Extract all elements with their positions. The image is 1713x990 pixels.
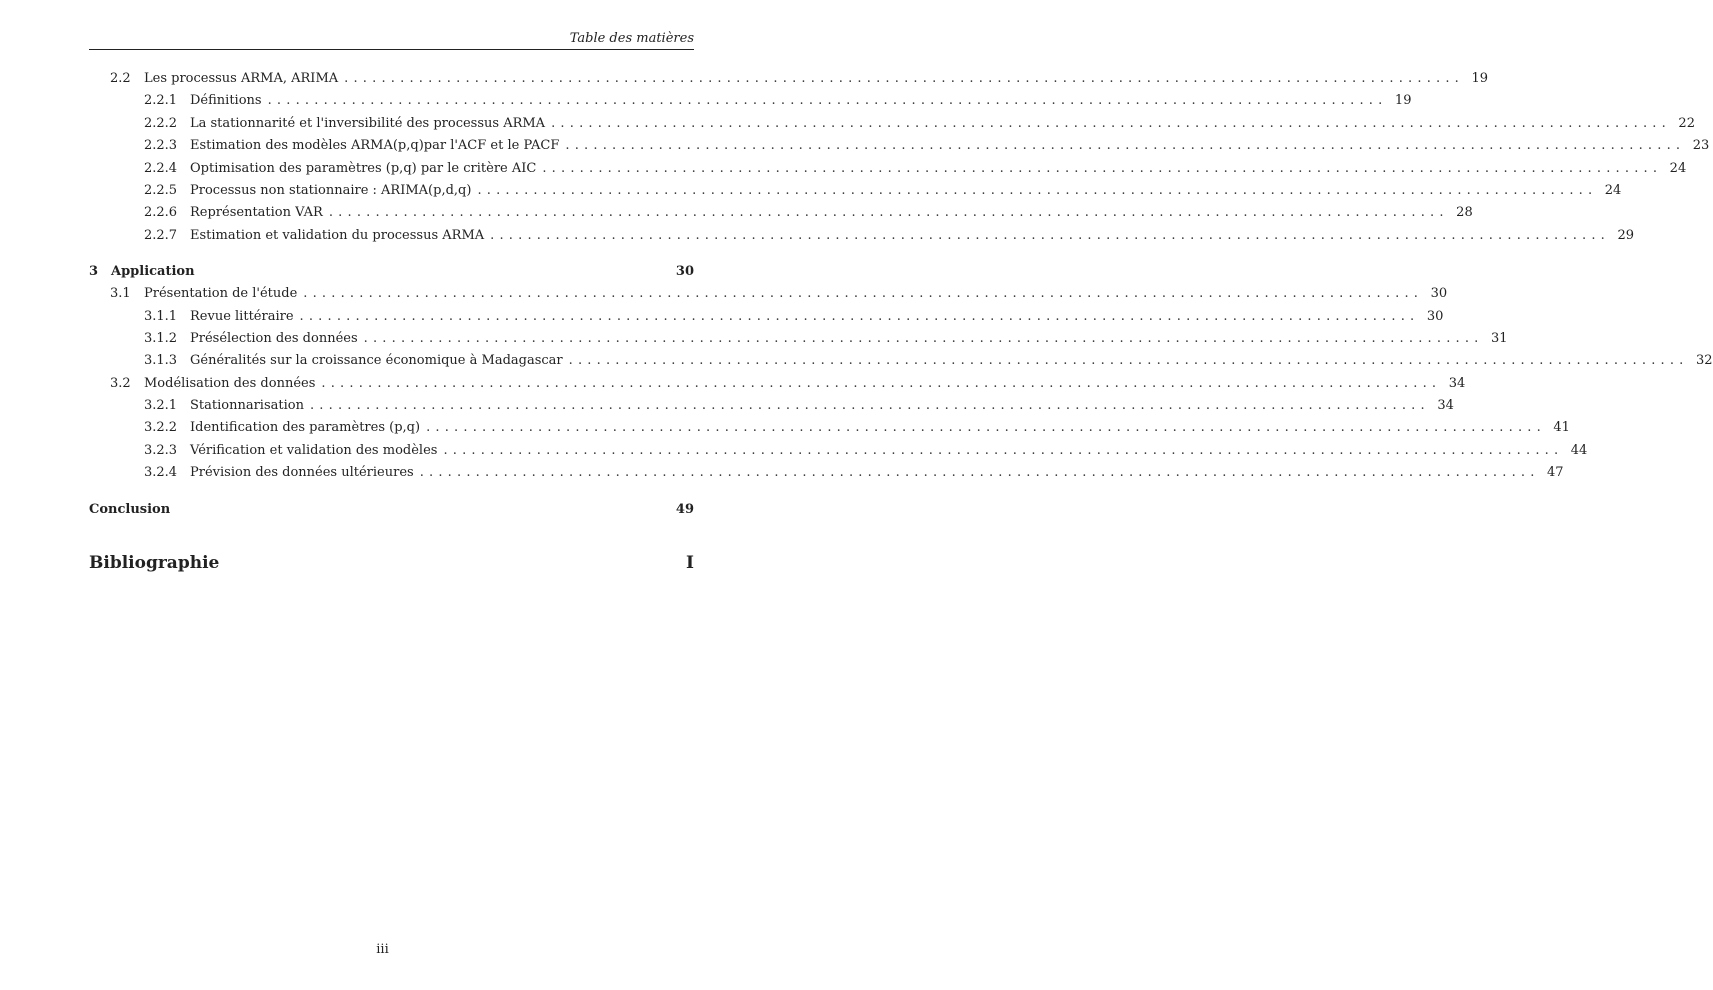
- toc-entry-number: 2.2.5: [144, 182, 178, 198]
- table-of-contents: [89, 68, 1713, 575]
- page-number: iii: [376, 942, 389, 957]
- dot-leader: ........................................................................................................................: [303, 286, 1424, 302]
- toc-entry-2-2-6[interactable]: [89, 202, 1473, 224]
- toc-entry-title: Modélisation des données: [144, 375, 316, 391]
- toc-entry-title: Optimisation des paramètres (p,q) par le critère AIC: [190, 160, 537, 176]
- dot-leader: ........................................................................................................................: [565, 138, 1686, 154]
- toc-chapter-page: 30: [675, 264, 694, 280]
- toc-entry-number: 2.2.1: [144, 93, 178, 109]
- toc-entry-number: 2.2.7: [144, 227, 178, 243]
- toc-entry-title: Stationnarisation: [190, 398, 304, 414]
- spacer: [89, 247, 694, 261]
- toc-entry-title: Définitions: [190, 93, 262, 109]
- toc-chapter-title: Application: [111, 264, 195, 280]
- toc-entry-2-2-3[interactable]: [89, 135, 1710, 157]
- toc-entry-page: 34: [1448, 375, 1466, 391]
- toc-entry-title: Présélection des données: [190, 330, 358, 346]
- toc-entry-3-1-2[interactable]: [89, 328, 1508, 350]
- toc-entry-number: 2.2: [110, 71, 131, 86]
- toc-entry-title: Généralités sur la croissance économique à Madagascar: [190, 353, 563, 369]
- toc-entry-page: 32: [1695, 353, 1713, 369]
- dot-leader: ........................................................................................................................: [309, 398, 1430, 414]
- toc-entry-page: 23: [1692, 138, 1710, 154]
- toc-entry-2-2-5[interactable]: [89, 180, 1622, 202]
- dot-leader: ........................................................................................................................: [363, 330, 1484, 346]
- toc-bibliography[interactable]: [89, 551, 694, 575]
- toc-entry-title: Revue littéraire: [190, 308, 294, 324]
- toc-entry-title: Représentation VAR: [190, 205, 323, 221]
- dot-leader: ........................................................................................................................: [321, 375, 1442, 391]
- toc-entry-page: 24: [1669, 160, 1687, 176]
- dot-leader: ........................................................................................................................: [328, 205, 1449, 221]
- dot-leader: ........................................................................................................................: [426, 420, 1546, 436]
- toc-entry-3-2-3[interactable]: [89, 440, 1588, 462]
- toc-entry-page: 41: [1553, 420, 1570, 436]
- dot-leader: ........................................................................................................................: [267, 93, 1388, 109]
- toc-entry-title: Identification des paramètres (p,q): [190, 420, 421, 436]
- spacer: [89, 485, 694, 499]
- toc-entry-2-2[interactable]: [89, 68, 1489, 90]
- toc-entry-page: 34: [1437, 398, 1454, 414]
- toc-entry-title: Vérification et validation des modèles: [190, 442, 438, 458]
- toc-chapter-page: 49: [675, 501, 694, 517]
- dot-leader: ........................................................................................................................: [419, 465, 1540, 481]
- toc-entry-2-2-2[interactable]: [89, 113, 1695, 135]
- page-footer: [0, 942, 765, 957]
- toc-entry-2-2-7[interactable]: [89, 225, 1635, 247]
- toc-entry-title: Les processus ARMA, ARIMA: [144, 71, 339, 86]
- toc-entry-title: Estimation des modèles ARMA(p,q)par l'ACF et le PACF: [190, 138, 560, 154]
- toc-entry-number: 3.2.4: [144, 465, 178, 481]
- toc-entry-number: 3.2: [110, 375, 131, 391]
- toc-entry-page: 24: [1604, 182, 1622, 198]
- running-header-title: Table des matières: [569, 31, 694, 46]
- toc-chapter-3[interactable]: [89, 261, 694, 283]
- toc-entry-page: 31: [1490, 330, 1508, 346]
- toc-entry-3-1[interactable]: [89, 283, 1448, 305]
- dot-leader: ........................................................................................................................: [568, 353, 1689, 369]
- toc-entry-page: 30: [1426, 308, 1444, 324]
- toc-entry-2-2-1[interactable]: [89, 90, 1412, 112]
- toc-entry-number: 3.1.1: [144, 308, 178, 324]
- running-header: [89, 31, 694, 50]
- toc-chapter-page: I: [686, 552, 694, 573]
- toc-entry-2-2-4[interactable]: [89, 158, 1687, 180]
- toc-entry-number: 3.1: [110, 286, 131, 302]
- toc-entry-number: 2.2.2: [144, 115, 178, 131]
- dot-leader: ........................................................................................................................: [542, 160, 1663, 176]
- toc-entry-title: Présentation de l'étude: [144, 286, 298, 302]
- toc-entry-title: Processus non stationnaire : ARIMA(p,d,q): [190, 182, 472, 198]
- dot-leader: ........................................................................................................................: [477, 182, 1598, 198]
- dot-leader: ........................................................................................................................: [443, 442, 1564, 458]
- toc-entry-page: 30: [1430, 286, 1448, 302]
- toc-entry-3-2[interactable]: [89, 373, 1466, 395]
- toc-chapter-number: 3: [89, 264, 99, 280]
- toc-conclusion[interactable]: [89, 499, 694, 521]
- toc-entry-number: 2.2.4: [144, 160, 178, 176]
- toc-entry-page: 29: [1617, 227, 1635, 243]
- dot-leader: ........................................................................................................................: [551, 115, 1671, 131]
- toc-entry-page: 19: [1394, 93, 1412, 109]
- toc-entry-3-1-1[interactable]: [89, 306, 1444, 328]
- dot-leader: ........................................................................................................................: [299, 308, 1420, 324]
- dot-leader: ........................................................................................................................: [490, 227, 1611, 243]
- toc-entry-title: La stationnarité et l'inversibilité des processus ARMA: [190, 115, 546, 131]
- toc-entry-3-1-3[interactable]: [89, 350, 1713, 372]
- toc-entry-3-2-1[interactable]: [89, 395, 1454, 417]
- toc-entry-number: 3.1.2: [144, 330, 178, 346]
- toc-entry-page: 28: [1456, 205, 1473, 221]
- spacer: [89, 521, 694, 551]
- toc-chapter-title: Conclusion: [89, 501, 171, 517]
- toc-entry-number: 2.2.3: [144, 138, 178, 154]
- toc-chapter-title: Bibliographie: [89, 552, 220, 573]
- toc-entry-number: 3.1.3: [144, 353, 178, 369]
- toc-entry-number: 3.2.2: [144, 420, 178, 436]
- toc-entry-number: 2.2.6: [144, 205, 178, 221]
- toc-entry-page: 44: [1570, 442, 1588, 458]
- toc-entry-3-2-4[interactable]: [89, 462, 1564, 484]
- toc-entry-page: 19: [1471, 71, 1489, 86]
- toc-entry-3-2-2[interactable]: [89, 417, 1570, 439]
- toc-entry-number: 3.2.3: [144, 442, 178, 458]
- toc-entry-page: 22: [1678, 115, 1695, 131]
- toc-entry-title: Prévision des données ultérieures: [190, 465, 414, 481]
- toc-entry-title: Estimation et validation du processus ARMA: [190, 227, 485, 243]
- toc-entry-number: 3.2.1: [144, 398, 178, 414]
- dot-leader: ........................................................................................................................: [344, 71, 1465, 86]
- toc-entry-page: 47: [1547, 465, 1564, 481]
